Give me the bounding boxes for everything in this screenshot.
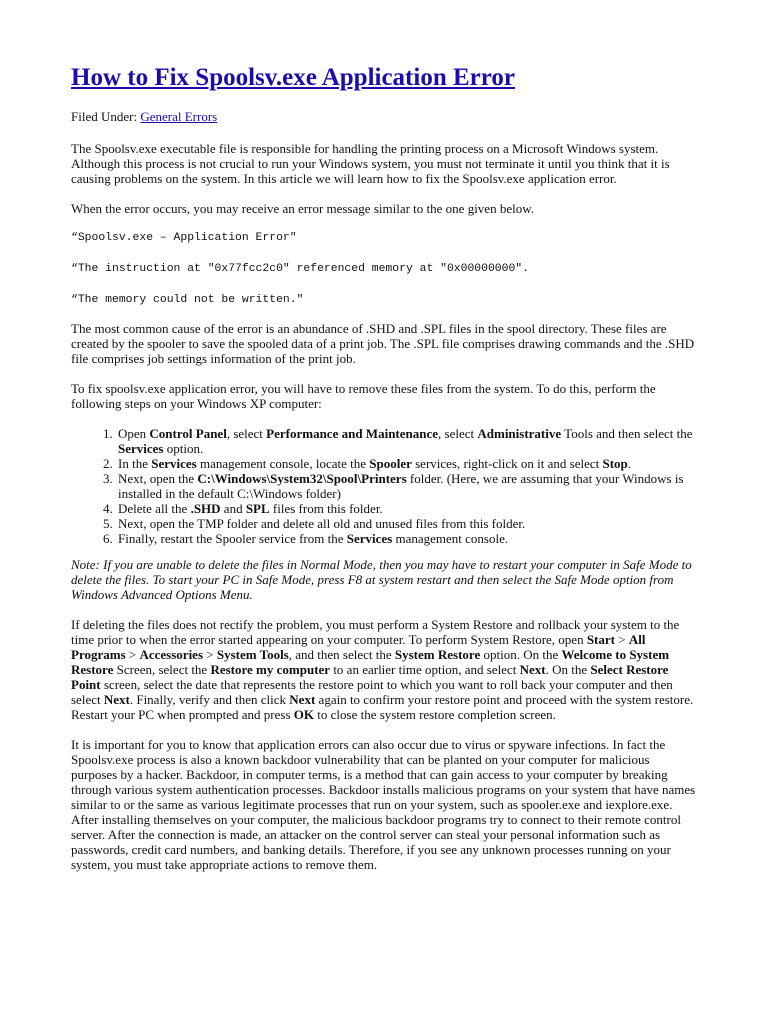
cause-paragraph: The most common cause of the error is an abundance of .SHD and .SPL files in the spool directory. These files are created by the spooler to save the spooled data of a print job. The .SPL file comprises drawing commands and the .SHD file comprises job settings information of the print job.	[71, 321, 695, 366]
text-run: >	[615, 632, 629, 647]
step-item	[116, 516, 698, 531]
bold-term: SPL	[245, 501, 270, 516]
article-title-link[interactable]: How to Fix Spoolsv.exe Application Error	[71, 64, 515, 91]
filed-under-line	[71, 109, 698, 124]
text-run: Finally, restart the Spooler service from the	[118, 531, 347, 546]
category-link[interactable]: General Errors	[140, 109, 218, 124]
text-run: In the	[118, 456, 152, 471]
text-run: Open	[118, 426, 150, 441]
text-run: services, right-click on it and select	[411, 456, 603, 471]
text-run: Screen, select the	[113, 662, 211, 677]
steps-list	[71, 426, 698, 546]
text-run: Delete all the	[118, 501, 191, 516]
bold-term: Next	[103, 692, 130, 707]
intro-paragraph: The Spoolsv.exe executable file is responsible for handling the printing process on a Microsoft Windows system. Although this process is not crucial to run your Windows system, you must not terminate it until you think that it is causing problems on the system. In this article we will learn how to fix the Spoolsv.exe application error.	[71, 141, 670, 186]
bold-term: System Tools	[216, 647, 289, 662]
error-message-line: “The instruction at "0x77fcc2c0" referenced memory at "0x00000000".	[71, 263, 529, 275]
bold-term: C:\Windows\System32\Spool\Printers	[197, 471, 407, 486]
text-run: . Finally, verify and then click	[129, 692, 290, 707]
text-run: folder. (Here, we are assuming that your Windows is installed in the default C:\Windows folder)	[118, 471, 684, 501]
bold-term: Services	[346, 531, 393, 546]
filed-under-label: Filed Under:	[71, 109, 141, 124]
error-message-line: “The memory could not be written."	[71, 294, 304, 306]
text-run: to an earlier time option, and select	[330, 662, 520, 677]
bold-term: Welcome to System Restore	[71, 647, 670, 677]
text-run: to close the system restore completion screen.	[314, 707, 556, 722]
bold-term: Performance and Maintenance	[266, 426, 439, 441]
bold-term: Stop	[602, 456, 628, 471]
step-item	[116, 456, 698, 471]
bold-term: Control Panel	[149, 426, 227, 441]
bold-term: Select Restore Point	[71, 662, 669, 692]
text-run: , select	[226, 426, 267, 441]
text-run: Next, open the	[118, 471, 198, 486]
text-run: , select	[438, 426, 478, 441]
step-item	[116, 471, 698, 501]
bold-term: Restore my computer	[210, 662, 331, 677]
text-run: again to confirm your restore point and proceed with the system restore. Restart your PC when prompted and press	[71, 692, 694, 722]
bold-term: Start	[586, 632, 615, 647]
text-run: >	[203, 647, 217, 662]
text-run: , and then select the	[288, 647, 395, 662]
text-run: If deleting the files does not rectify the problem, you must perform a System Restore and rollback your system to the time prior to when the error started appearing on your computer. To perform System Restore, open	[71, 617, 680, 647]
text-run: option. On the	[480, 647, 562, 662]
text-run: management console, locate the	[196, 456, 370, 471]
error-message-line: “Spoolsv.exe – Application Error"	[71, 232, 297, 244]
bold-term: Administrative	[477, 426, 562, 441]
security-paragraph: It is important for you to know that application errors can also occur due to virus or spyware infections. In fact the Spoolsv.exe process is also a known backdoor vulnerability that can be planted on your computer for malicious purposes by a hacker. Backdoor, in computer terms, is a method that can gain access to your computer by breaking through various system authentication processes. Backdoor installs malicious programs on your system that have names similar to or the same as various legitimate processes that run on your system, such as spooler.exe and iexplore.exe. After installing themselves on your computer, the malicious backdoor programs try to connect to their remote control server. After the connection is made, an attacker on the control server can steal your personal information such as passwords, credit card numbers, and banking details. Therefore, if you see any unknown processes running on your system, you must take appropriate actions to remove them.	[71, 737, 696, 872]
bold-term: Next	[289, 692, 316, 707]
text-run: .	[627, 456, 632, 471]
step-item	[116, 426, 698, 456]
text-run: and	[220, 501, 246, 516]
error-intro-paragraph: When the error occurs, you may receive an error message similar to the one given below.	[71, 201, 535, 216]
bold-term: .SHD	[190, 501, 221, 516]
text-run: management console.	[392, 531, 509, 546]
restore-paragraph	[71, 617, 698, 722]
bold-term: System Restore	[394, 647, 481, 662]
bold-term: Services	[118, 441, 164, 456]
text-run: . On the	[545, 662, 591, 677]
fix-intro-paragraph: To fix spoolsv.exe application error, you will have to remove these files from the system. To do this, perform the following steps on your Windows XP computer:	[71, 381, 656, 411]
step-item	[116, 531, 698, 546]
article-title	[71, 0, 698, 93]
bold-term: OK	[293, 707, 315, 722]
text-run: option.	[163, 441, 204, 456]
bold-term: Accessories	[139, 647, 204, 662]
text-run: >	[125, 647, 140, 662]
bold-term: All Programs	[71, 632, 646, 662]
step-item	[116, 501, 698, 516]
text-run: Tools and then select the	[561, 426, 693, 441]
bold-term: Next	[519, 662, 546, 677]
text-run: files from this folder.	[269, 501, 383, 516]
bold-term: Spooler	[369, 456, 412, 471]
text-run: screen, select the date that represents the restore point to which you want to roll back your computer and then select	[71, 677, 673, 707]
note-paragraph: Note: If you are unable to delete the files in Normal Mode, then you may have to restart your computer in Safe Mode to delete the files. To start your PC in Safe Mode, press F8 at system restart and then select the Safe Mode option from Windows Advanced Options Menu.	[71, 557, 692, 602]
bold-term: Services	[151, 456, 197, 471]
text-run: Next, open the TMP folder and delete all old and unused files from this folder.	[118, 516, 526, 531]
